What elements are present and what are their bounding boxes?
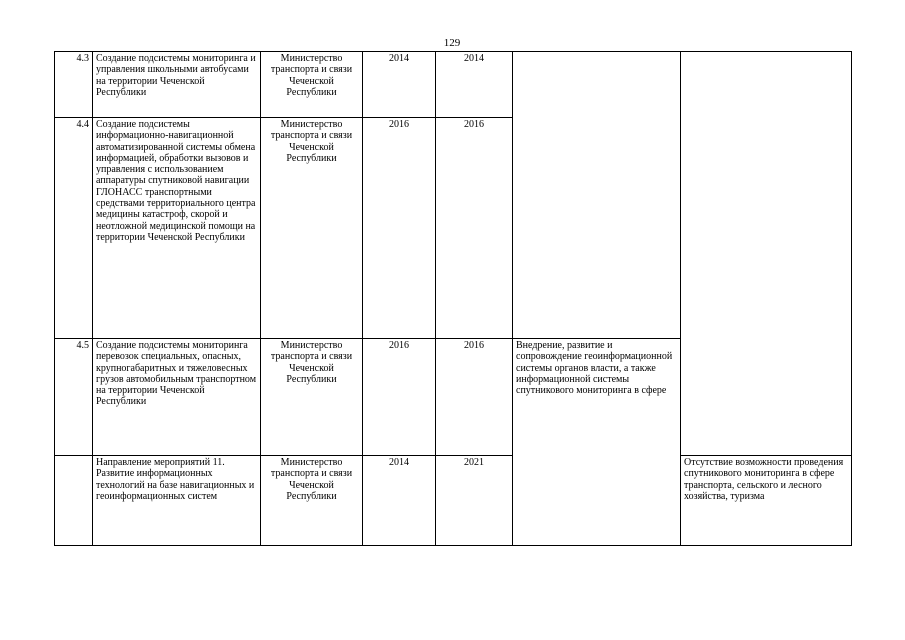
row-number <box>55 456 93 546</box>
row-number: 4.4 <box>55 118 93 339</box>
measure-name: Создание подсистемы мониторинга и управления школьными автобусами на территории Чеченской Республики <box>93 52 261 118</box>
executor: Министерство транспорта и связи Чеченской Республики <box>261 339 363 456</box>
result-cell <box>513 52 681 339</box>
end-year: 2014 <box>436 52 513 118</box>
risk-consequence: Отсутствие возможности проведения спутникового мониторинга в сфере транспорта, сельского и лесного хозяйства, туризма <box>684 457 844 502</box>
executor: Министерство транспорта и связи Чеченской Республики <box>261 456 363 546</box>
measure-name: Направление мероприятий 11. Развитие информационных технологий на базе навигационных и геоинформационных систем <box>93 456 261 546</box>
page-number: 129 <box>443 37 461 49</box>
end-year: 2021 <box>436 456 513 546</box>
executor: Министерство транспорта и связи Чеченской Республики <box>261 52 363 118</box>
risk-cell <box>681 52 852 456</box>
table-row <box>55 456 852 546</box>
start-year: 2016 <box>363 339 436 456</box>
measures-table <box>54 51 852 546</box>
expected-result: Внедрение, развитие и сопровождение геоинформационной системы органов власти, а также информационной системы спутникового мониторинга в сфере <box>516 340 673 397</box>
risk-cell <box>681 456 852 546</box>
row-number: 4.3 <box>55 52 93 118</box>
row-number: 4.5 <box>55 339 93 456</box>
result-cell <box>513 339 681 546</box>
start-year: 2014 <box>363 52 436 118</box>
table-row <box>55 52 852 118</box>
start-year: 2014 <box>363 456 436 546</box>
start-year: 2016 <box>363 118 436 339</box>
end-year: 2016 <box>436 118 513 339</box>
executor: Министерство транспорта и связи Чеченской Республики <box>261 118 363 339</box>
measure-name: Создание подсистемы мониторинга перевозок специальных, опасных, крупногабаритных и тяжеловесных грузов автомобильным транспортном на территории Чеченской Республики <box>93 339 261 456</box>
end-year: 2016 <box>436 339 513 456</box>
measure-name: Создание подсистемы информационно-навигационной автоматизированной системы обмена информацией, обработки вызовов и управления с использованием аппаратуры спутниковой навигации ГЛОНАСС транспортными средствами территориального центра медицины катастроф, скорой и неотложной медицинской помощи на территории Чеченской Республики <box>93 118 261 339</box>
